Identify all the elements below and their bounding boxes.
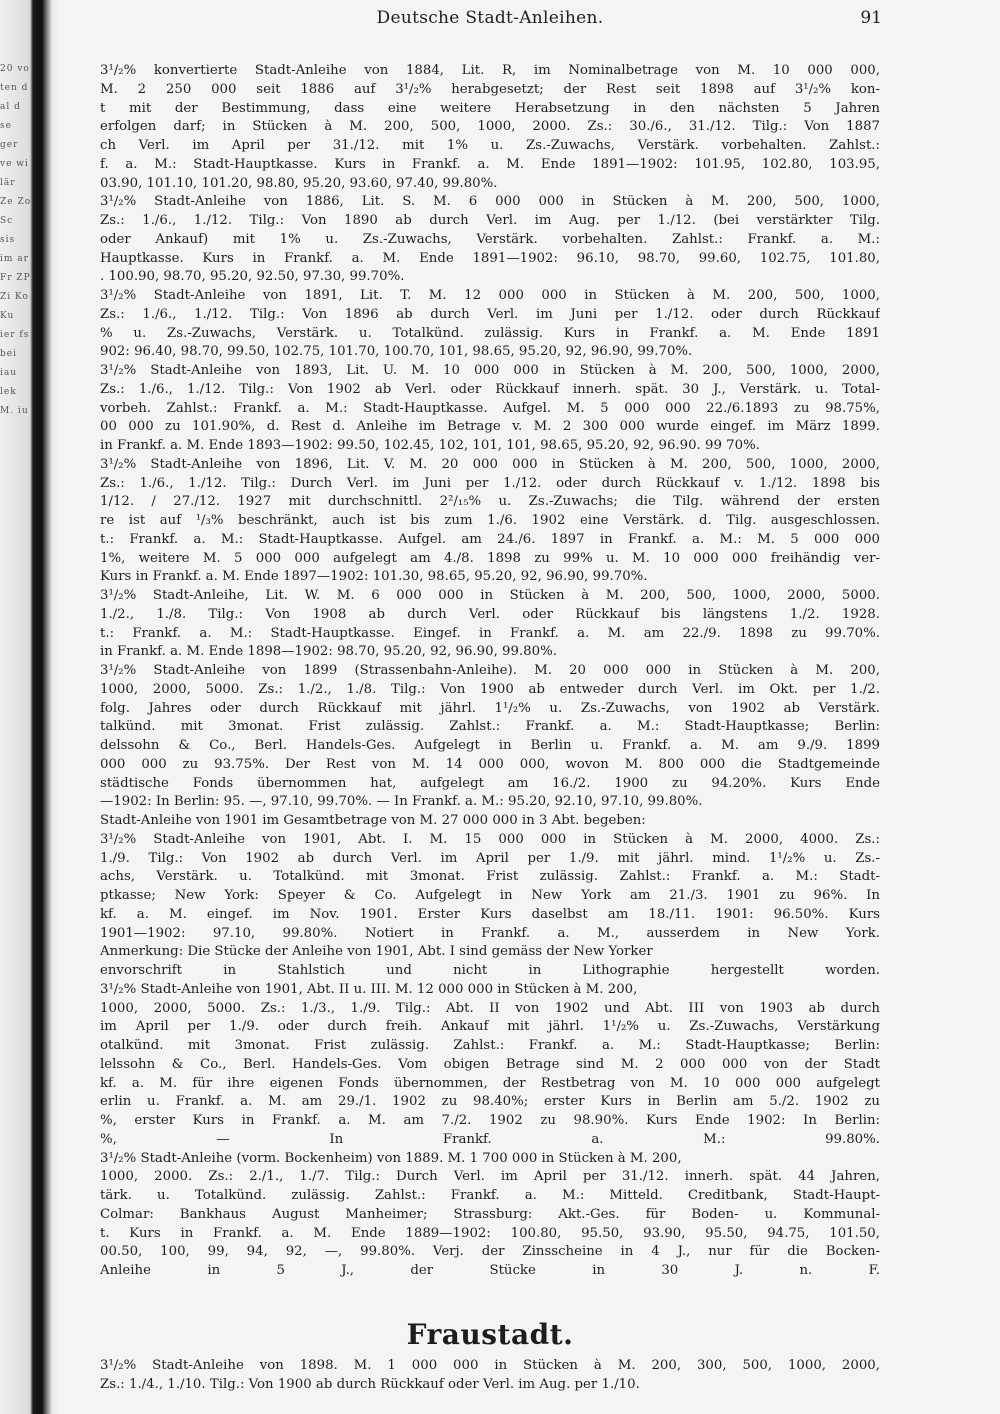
text-line: kf. a. M. eingef. im Nov. 1901. Erster Kurs daselbst am 18./11. 1901: 96.50%. Kurs bbox=[100, 906, 880, 922]
text-line: 3¹/₂% Stadt-Anleihe von 1901, Abt. II u. III. M. 12 000 000 in Stücken à M. 200, bbox=[100, 981, 638, 997]
text-line: Anmerkung: Die Stücke der Anleihe von 1901, Abt. I sind gemäss der New Yorker bbox=[100, 944, 653, 960]
text-line: 3¹/₂% konvertierte Stadt-Anleihe von 1884, Lit. R, im Nominalbetrage von M. 10 000 000, bbox=[100, 63, 880, 78]
text-line: t mit der Bestimmung, dass eine weitere Herabsetzung in den nächsten 5 Jahren bbox=[100, 100, 880, 116]
text-line: 902: 96.40, 98.70, 99.50, 102.75, 101.70, 100.70, 101, 98.65, 95.20, 92, 96.90, 99.70%. bbox=[100, 344, 693, 360]
text-line: 00 000 zu 101.90%, d. Rest d. Anleihe im Betrage v. M. 2 300 000 wurde eingef. im März 1899. bbox=[100, 419, 880, 435]
text-line: 3¹/₂% Stadt-Anleihe, Lit. W. M. 6 000 000 in Stücken à M. 200, 500, 1000, 2000, 5000. bbox=[100, 588, 880, 603]
text-line: %, — In Frankf. a. M.: 99.80%. bbox=[100, 1131, 880, 1147]
text-line: M. 2 250 000 seit 1886 auf 3¹/₂% herabgesetzt; der Rest seit 1898 auf 3¹/₂% kon- bbox=[100, 81, 880, 97]
text-line: f. a. M.: Stadt-Hauptkasse. Kurs in Frankf. a. M. Ende 1891—1902: 101.95, 102.80, 103.95, bbox=[100, 156, 880, 172]
text-line: Anleihe in 5 J., der Stücke in 30 J. n. F. bbox=[100, 1263, 880, 1278]
text-line: ptkasse; New York: Speyer & Co. Aufgelegt in New York am 21./3. 1901 zu 96%. In bbox=[100, 888, 880, 903]
text-line: 1901—1902: 97.10, 99.80%. Notiert in Frankf. a. M., ausserdem in New York. bbox=[100, 925, 880, 941]
text-line: erfolgen darf; in Stücken à M. 200, 500, 1000, 2000. Zs.: 30./6., 31./12. Tilg.: Von 1887 bbox=[100, 119, 880, 135]
text-line: in Frankf. a. M. Ende 1893—1902: 99.50, 102.45, 102, 101, 101, 98.65, 95.20, 92, 96.90. 99 70%. bbox=[100, 438, 760, 453]
text-line: 03.90, 101.10, 101.20, 98.80, 95.20, 93.60, 97.40, 99.80%. bbox=[100, 175, 498, 191]
section-heading-fraustadt: Fraustadt. bbox=[406, 1318, 574, 1351]
text-line: re ist auf ¹/₃% beschränkt, auch ist bis zum 1./6. 1902 eine Verstärk. d. Tilg. ausgeschlossen. bbox=[100, 513, 880, 528]
text-line: 1./2., 1./8. Tilg.: Von 1908 ab durch Verl. oder Rückkauf bis längstens 1./2. 1928. bbox=[100, 606, 880, 622]
text-line: Zs.: 1./6., 1./12. Tilg.: Durch Verl. im Juni per 1./12. oder durch Rückkauf v. 1./12. 1898 bis bbox=[100, 475, 880, 491]
text-line: Zs.: 1./4., 1./10. Tilg.: Von 1900 ab durch Rückkauf oder Verl. im Aug. per 1./10. bbox=[100, 1376, 640, 1392]
page-number: 91 bbox=[860, 8, 882, 28]
page-header bbox=[100, 8, 880, 32]
body-text bbox=[100, 62, 880, 1281]
text-line: % u. Zs.-Zuwachs, Verstärk. u. Totalkünd. zulässig. Kurs in Frankf. a. M. Ende 1891 bbox=[100, 325, 880, 341]
text-line: städtische Fonds übernommen hat, aufgelegt am 16./2. 1900 zu 94.20%. Kurs Ende bbox=[100, 775, 880, 791]
margin-fragments: 20 vo ten d al d se ger ve wi lär Ze Zo Sc sis im ar Fr ZP Zi Ko Ku ier fs bei iau lek M. iu bbox=[0, 64, 32, 416]
text-line: t.: Frankf. a. M.: Stadt-Hauptkasse. Eingef. in Frankf. a. M. am 22./9. 1898 zu 99.70%. bbox=[100, 625, 880, 641]
text-line: otalkünd. mit 3monat. Frist zulässig. Zahlst.: Frankf. a. M.: Stadt-Hauptkasse; Berlin: bbox=[100, 1038, 880, 1053]
text-line: 3¹/₂% Stadt-Anleihe von 1891, Lit. T. M. 12 000 000 in Stücken à M. 200, 500, 1000, bbox=[100, 288, 880, 303]
text-line: kf. a. M. für ihre eigenen Fonds übernommen, der Restbetrag von M. 10 000 000 aufgelegt bbox=[100, 1075, 880, 1091]
text-line: talkünd. mit 3monat. Frist zulässig. Zahlst.: Frankf. a. M.: Stadt-Hauptkasse; Berlin: bbox=[100, 719, 880, 735]
text-line: oder Ankauf) mit 1% u. Zs.-Zuwachs, Verstärk. vorbehalten. Zahlst.: Frankf. a. M.: bbox=[100, 231, 880, 247]
text-line: . 100.90, 98.70, 95.20, 92.50, 97.30, 99.70%. bbox=[100, 269, 405, 285]
text-line: 1000, 2000. Zs.: 2./1., 1./7. Tilg.: Durch Verl. im April per 31./12. innerh. spät. 44 Jahren, bbox=[100, 1169, 880, 1185]
text-line: Hauptkasse. Kurs in Frankf. a. M. Ende 1891—1902: 96.10, 98.70, 99.60, 102.75, 101.80, bbox=[100, 250, 880, 266]
text-line: 3¹/₂% Stadt-Anleihe von 1893, Lit. U. M. 10 000 000 in Stücken à M. 200, 500, 1000, 2000, bbox=[100, 363, 880, 378]
text-line: ch Verl. im April per 31./12. mit 1% u. Zs.-Zuwachs, Verstärk. vorbehalten. Zahlst.: bbox=[100, 138, 880, 153]
text-line: 3¹/₂% Stadt-Anleihe von 1886, Lit. S. M. 6 000 000 in Stücken à M. 200, 500, 1000, bbox=[100, 194, 880, 210]
text-line: in Frankf. a. M. Ende 1898—1902: 98.70, 95.20, 92, 96.90, 99.80%. bbox=[100, 644, 557, 660]
text-line: folg. Jahres oder durch Rückkauf mit jährl. 1¹/₂% u. Zs.-Zuwachs, von 1902 ab Verstärk. bbox=[100, 700, 880, 716]
text-line: Zs.: 1./6., 1./12. Tilg.: Von 1890 ab durch Verl. im Aug. per 1./12. (bei verstärkter Tilg. bbox=[100, 213, 880, 228]
text-line: Zs.: 1./6., 1./12. Tilg.: Von 1896 ab durch Verl. im Juni per 1./12. oder durch Rückkauf bbox=[100, 306, 880, 322]
text-line: erlin u. Frankf. a. M. am 29./1. 1902 zu 98.40%; erster Kurs in Berlin am 5./2. 1902 zu bbox=[100, 1094, 880, 1110]
text-line: 3¹/₂% Stadt-Anleihe von 1901, Abt. I. M. 15 000 000 in Stücken à M. 2000, 4000. Zs.: bbox=[100, 831, 880, 847]
text-line: t. Kurs in Frankf. a. M. Ende 1889—1902: 100.80, 95.50, 93.90, 95.50, 94.75, 101.50, bbox=[100, 1225, 880, 1241]
text-line: 1/12. / 27./12. 1927 mit durchschnittl. 2²/₁₅% u. Zs.-Zuwachs; die Tilg. während der ersten bbox=[100, 494, 880, 510]
text-line: 3¹/₂% Stadt-Anleihe von 1898. M. 1 000 000 in Stücken à M. 200, 300, 500, 1000, 2000, bbox=[100, 1358, 880, 1373]
text-line: %, erster Kurs in Frankf. a. M. am 7./2. 1902 zu 98.90%. Kurs Ende 1902: In Berlin: bbox=[100, 1113, 880, 1128]
running-title: Deutsche Stadt-Anleihen. bbox=[376, 8, 604, 28]
text-line: envorschrift in Stahlstich und nicht in Lithographie hergestellt worden. bbox=[100, 963, 880, 978]
text-line: 3¹/₂% Stadt-Anleihe von 1896, Lit. V. M. 20 000 000 in Stücken à M. 200, 500, 1000, 2000, bbox=[100, 456, 880, 472]
text-line: delssohn & Co., Berl. Handels-Ges. Aufgelegt in Berlin u. Frankf. a. M. am 9./9. 1899 bbox=[100, 738, 880, 753]
text-line: 00.50, 100, 99, 94, 92, —, 99.80%. Verj. der Zinsscheine in 4 J., nur für die Bocken- bbox=[100, 1244, 880, 1260]
text-line: vorbeh. Zahlst.: Frankf. a. M.: Stadt-Hauptkasse. Aufgel. M. 5 000 000 22./6.1893 zu 98.75%, bbox=[100, 400, 880, 416]
text-line: lelssohn & Co., Berl. Handels-Ges. Vom obigen Betrage sind M. 2 000 000 von der Stadt bbox=[100, 1056, 880, 1072]
text-line: Zs.: 1./6., 1./12. Tilg.: Von 1902 ab Verl. oder Rückkauf innerh. spät. 30 J., Verstärk. u. Total- bbox=[100, 381, 880, 397]
text-line: achs, Verstärk. u. Totalkünd. mit 3monat. Frist zulässig. Zahlst.: Frankf. a. M.: Stadt- bbox=[100, 869, 880, 885]
body-text-fraustadt bbox=[100, 1357, 880, 1395]
text-line: 1%, weitere M. 5 000 000 aufgelegt am 4./8. 1898 zu 99% u. M. 10 000 000 freihändig ver- bbox=[100, 550, 880, 566]
text-line: 1000, 2000, 5000. Zs.: 1./3., 1./9. Tilg.: Abt. II von 1902 und Abt. III von 1903 ab durch bbox=[100, 1000, 880, 1016]
text-line: tärk. u. Totalkünd. zulässig. Zahlst.: Frankf. a. M.: Mitteld. Creditbank, Stadt-Haupt- bbox=[100, 1188, 880, 1203]
text-line: 000 000 zu 93.75%. Der Rest von M. 14 000 000, wovon M. 800 000 die Stadtgemeinde bbox=[100, 756, 880, 772]
text-line: —1902: In Berlin: 95. —, 97.10, 99.70%. — In Frankf. a. M.: 95.20, 92.10, 97.10, 99.80%. bbox=[100, 794, 703, 810]
text-line: t.: Frankf. a. M.: Stadt-Hauptkasse. Aufgel. am 24./6. 1897 in Frankf. a. M.: M. 5 000 000 bbox=[100, 531, 880, 547]
text-line: 1000, 2000, 5000. Zs.: 1./2., 1./8. Tilg.: Von 1900 ab entweder durch Verl. im Okt. per 1./2. bbox=[100, 681, 880, 697]
text-line: Colmar: Bankhaus August Manheimer; Strassburg: Akt.-Ges. für Boden- u. Kommunal- bbox=[100, 1206, 880, 1222]
text-line: im April per 1./9. oder durch freih. Ankauf mit jährl. 1¹/₂% u. Zs.-Zuwachs, Verstärkung bbox=[100, 1019, 880, 1035]
text-line: 3¹/₂% Stadt-Anleihe (vorm. Bockenheim) von 1889. M. 1 700 000 in Stücken à M. 200, bbox=[100, 1150, 682, 1166]
text-line: 1./9. Tilg.: Von 1902 ab durch Verl. im April per 1./9. mit jährl. mind. 1¹/₂% u. Zs.- bbox=[100, 850, 880, 866]
text-line: Kurs in Frankf. a. M. Ende 1897—1902: 101.30, 98.65, 95.20, 92, 96.90, 99.70%. bbox=[100, 569, 648, 585]
text-line: Stadt-Anleihe von 1901 im Gesamtbetrage von M. 27 000 000 in 3 Abt. begeben: bbox=[100, 813, 646, 828]
text-line: 3¹/₂% Stadt-Anleihe von 1899 (Strassenbahn-Anleihe). M. 20 000 000 in Stücken à M. 200, bbox=[100, 663, 880, 678]
